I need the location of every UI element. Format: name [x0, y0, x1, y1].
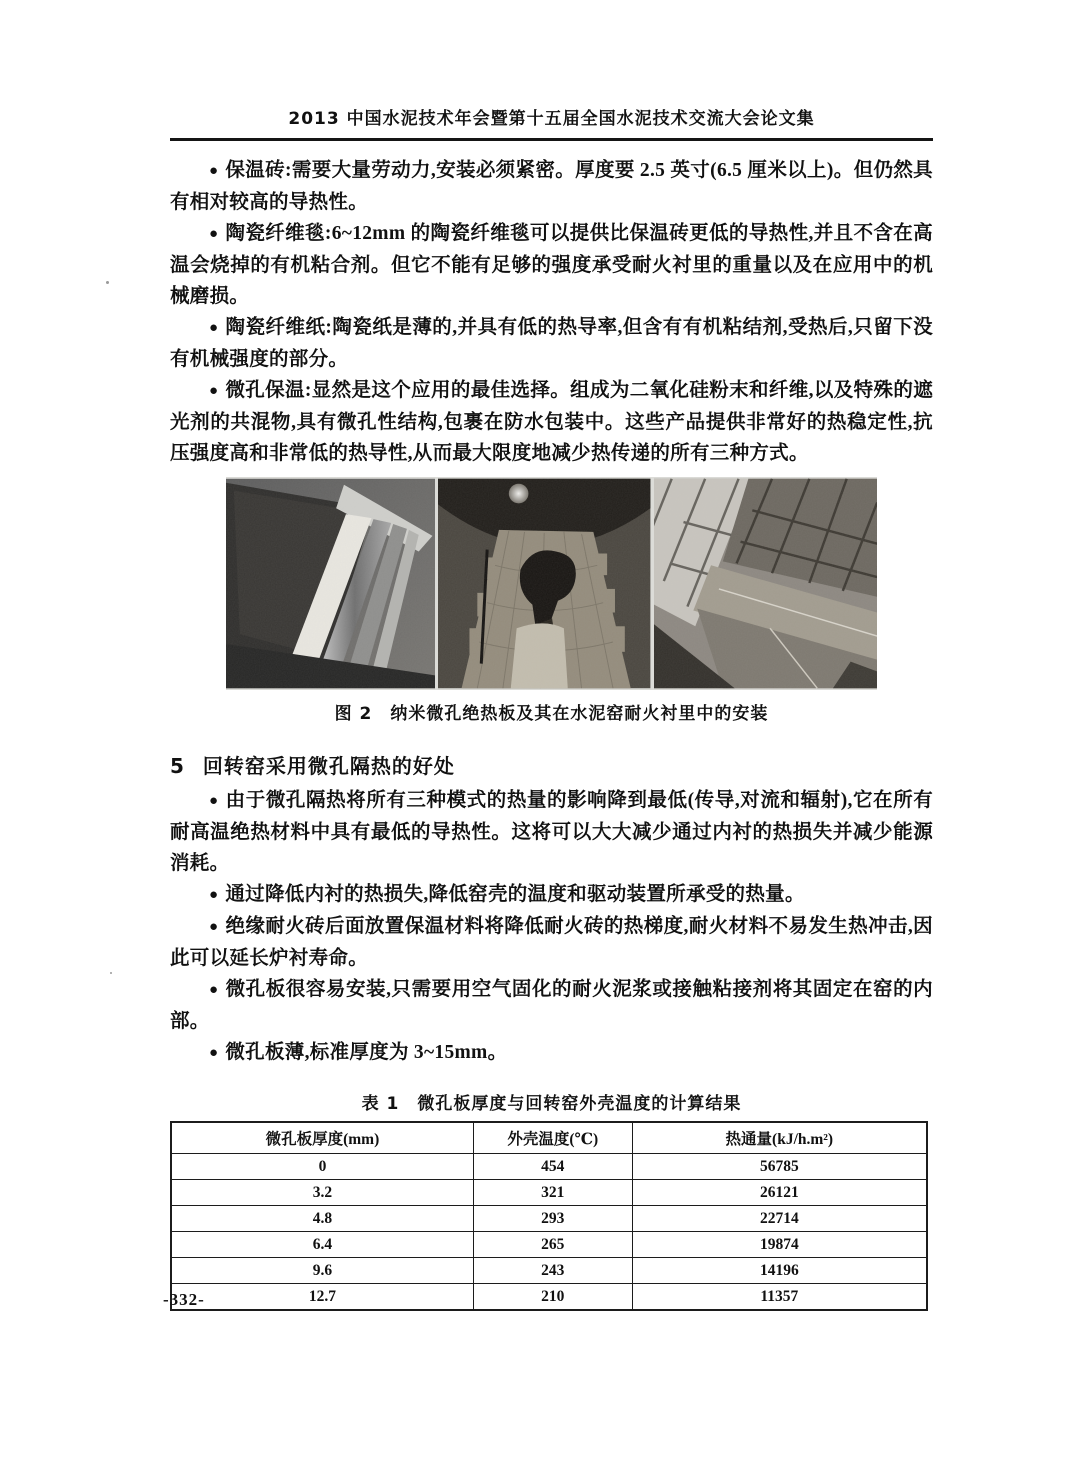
bullet-icon: ● — [209, 793, 219, 809]
materials-bullet-list — [170, 155, 933, 469]
benefits-bullet-3 — [170, 974, 933, 1037]
benefits-bullet-list — [170, 785, 933, 1069]
table-column-header: 热通量(kJ/h.m²) — [632, 1122, 927, 1154]
bullet-icon: ● — [209, 1045, 219, 1061]
section-heading — [170, 750, 933, 779]
table-cell: 22714 — [632, 1206, 927, 1232]
table-row — [171, 1232, 927, 1258]
table-cell: 19874 — [632, 1232, 927, 1258]
materials-bullet-1 — [170, 218, 933, 312]
paragraph-text: 绝缘耐火砖后面放置保温材料将降低耐火砖的热梯度,耐火材料不易发生热冲击,因此可以延长炉衬寿命。 — [170, 916, 933, 969]
bullet-icon: ● — [209, 919, 219, 935]
benefits-bullet-4 — [170, 1037, 933, 1069]
bullet-icon: ● — [209, 887, 219, 903]
table-cell: 243 — [473, 1258, 632, 1284]
table-cell: 293 — [473, 1206, 632, 1232]
table-row — [171, 1284, 927, 1311]
table-cell: 9.6 — [171, 1258, 473, 1284]
table-header-row — [171, 1122, 927, 1154]
header-rule — [170, 138, 933, 141]
paragraph-text: 微孔板很容易安装,只需要用空气固化的耐火泥浆或接触粘接剂将其固定在窑的内部。 — [170, 979, 933, 1032]
table-cell: 11357 — [632, 1284, 927, 1311]
page-number: -332- — [163, 1290, 205, 1309]
table-cell: 6.4 — [171, 1232, 473, 1258]
table-row — [171, 1206, 927, 1232]
table-cell: 265 — [473, 1232, 632, 1258]
page-content — [170, 0, 933, 1311]
table-cell: 210 — [473, 1284, 632, 1311]
photo-insulation-boards-stack — [226, 477, 435, 690]
scan-artifact-dot — [106, 281, 109, 284]
table-cell: 12.7 — [171, 1284, 473, 1311]
paragraph-text: 保温砖:需要大量劳动力,安装必须紧密。厚度要 2.5 英寸(6.5 厘米以上)。但仍然具有相对较高的导热性。 — [170, 160, 933, 213]
table-row — [171, 1180, 927, 1206]
section-title: 回转窑采用微孔隔热的好处 — [202, 754, 455, 778]
figure-caption: 图 2 纳米微孔绝热板及其在水泥窑耐火衬里中的安装 — [334, 704, 769, 724]
paragraph-text: 陶瓷纤维纸:陶瓷纸是薄的,并具有低的热导率,但含有有机粘结剂,受热后,只留下没有机械强度的部分。 — [170, 317, 933, 370]
photo-kiln-interior-installation — [438, 477, 650, 690]
table-cell: 0 — [171, 1154, 473, 1180]
paragraph-text: 通过降低内衬的热损失,降低窑壳的温度和驱动装置所承受的热量。 — [225, 884, 805, 905]
table-title: 表 1 微孔板厚度与回转窑外壳温度的计算结果 — [361, 1094, 742, 1114]
table-cell: 454 — [473, 1154, 632, 1180]
table-row — [171, 1154, 927, 1180]
running-header: 2013 中国水泥技术年会暨第十五届全国水泥技术交流大会论文集 — [288, 109, 815, 129]
bullet-icon: ● — [209, 383, 219, 399]
paragraph-text: 微孔保温:显然是这个应用的最佳选择。组成为二氧化硅粉末和纤维,以及特殊的遮光剂的共混物,具有微孔性结构,包裹在防水包装中。这些产品提供非常好的热稳定性,抗压强度高和非常低的热导性,从而最大限度地减少热传递的所有三种方式。 — [170, 380, 933, 464]
bullet-icon: ● — [209, 982, 219, 998]
table-cell: 4.8 — [171, 1206, 473, 1232]
paragraph-text: 陶瓷纤维毯:6~12mm 的陶瓷纤维毯可以提供比保温砖更低的导热性,并且不含在高温会烧掉的有机粘合剂。但它不能有足够的强度承受耐火衬里的重量以及在应用中的机械磨损。 — [170, 223, 933, 307]
materials-bullet-3 — [170, 375, 933, 469]
results-table — [170, 1121, 928, 1311]
bullet-icon: ● — [209, 226, 219, 242]
table-row — [171, 1258, 927, 1284]
table-column-header: 微孔板厚度(mm) — [171, 1122, 473, 1154]
benefits-bullet-2 — [170, 911, 933, 974]
materials-bullet-0 — [170, 155, 933, 218]
benefits-bullet-0 — [170, 785, 933, 879]
scan-artifact-dot — [110, 972, 112, 974]
figure-photos — [226, 477, 877, 690]
section-number: 5 — [170, 754, 185, 778]
benefits-bullet-1 — [170, 879, 933, 911]
figure-2 — [170, 477, 933, 724]
table-cell: 3.2 — [171, 1180, 473, 1206]
materials-bullet-2 — [170, 312, 933, 375]
bullet-icon: ● — [209, 320, 219, 336]
table-cell: 321 — [473, 1180, 632, 1206]
table-cell: 14196 — [632, 1258, 927, 1284]
paragraph-text: 微孔板薄,标准厚度为 3~15mm。 — [225, 1042, 508, 1063]
bullet-icon: ● — [209, 163, 219, 179]
table-cell: 56785 — [632, 1154, 927, 1180]
photo-brick-lining-with-boards — [654, 477, 877, 690]
table-cell: 26121 — [632, 1180, 927, 1206]
table-column-header: 外壳温度(℃) — [473, 1122, 632, 1154]
paragraph-text: 由于微孔隔热将所有三种模式的热量的影响降到最低(传导,对流和辐射),它在所有耐高温绝热材料中具有最低的导热性。这将可以大大减少通过内衬的热损失并减少能源消耗。 — [170, 790, 933, 874]
